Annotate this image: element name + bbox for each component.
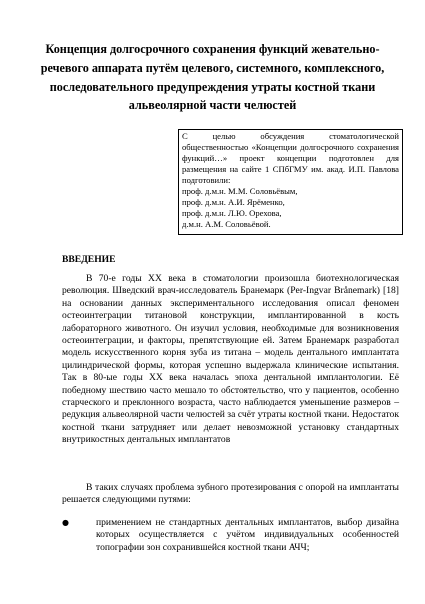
author-line: проф. д.м.н. М.М. Соловьёвым, <box>182 186 298 196</box>
list-item-text: применением не стандартных дентальных имплантатов, выбор дизайна которых осуществляется с учётом индивидуальных особенностей топографии зон сохранившейся костной ткани АЧЧ; <box>96 517 399 553</box>
section-heading: ВВЕДЕНИЕ <box>62 254 116 265</box>
author-line: д.м.н. А.М. Соловьёвой. <box>182 219 271 229</box>
list-item <box>62 517 399 554</box>
paragraph: В 70-е годы XX века в стоматологии произошла биотехнологическая революция. Шведский врач-исследователь Бранемарк (Per-Ingvar Brånemark) [18] на основании данных экспериментального исследования описал феномен остеоинтеграции титановой конструкции, имплантированной в кость лабораторного животного. Он изучил условия, необходимые для возникновения остеоинтеграции, и факторы, препятствующие ей. Затем Бранемарк разработал модель искусственного корня зуба из титана – модель дентального имплантата цилиндрической формы, которая успешно выдержала клинические испытания. Так в 80-ые годы XX века началась эпоха дентальной имплантологии. Её победному шествию часто мешало то обстоятельство, что у пациентов, особенно старческого и преклонного возраста, часто наблюдается уменьшение размеров – редукция альвеолярной части челюстей за счёт утраты костной ткани. Недостаток костной ткани затрудняет или делает невозможной установку стандартных внутрикостных дентальных имплантатов <box>62 273 399 446</box>
authors-info-box <box>178 129 403 235</box>
document-title: Концепция долгосрочного сохранения функций жевательно-речевого аппарата путём целевого, системного, комплексного, последовательного предупреждения утраты костной ткани альвеолярной части челюстей <box>40 42 385 113</box>
author-line: проф. д.м.н. Л.Ю. Орехова, <box>182 208 282 218</box>
info-box-intro: С целью обсуждения стоматологической общественностью «Концепции долгосрочного сохранения функций…» проект концепции подготовлен для размещения на сайте 1 СПбГМУ им. акад. И.П. Павлова подготовили: <box>182 131 399 185</box>
bullet-dot-icon: ● <box>62 518 69 527</box>
bullet-list <box>62 517 399 554</box>
paragraph: В таких случаях проблема зубного протезирования с опорой на имплантаты решается следующими путями: <box>62 482 399 506</box>
author-line: проф. д.м.н. А.И. Ярёменко, <box>182 197 285 207</box>
